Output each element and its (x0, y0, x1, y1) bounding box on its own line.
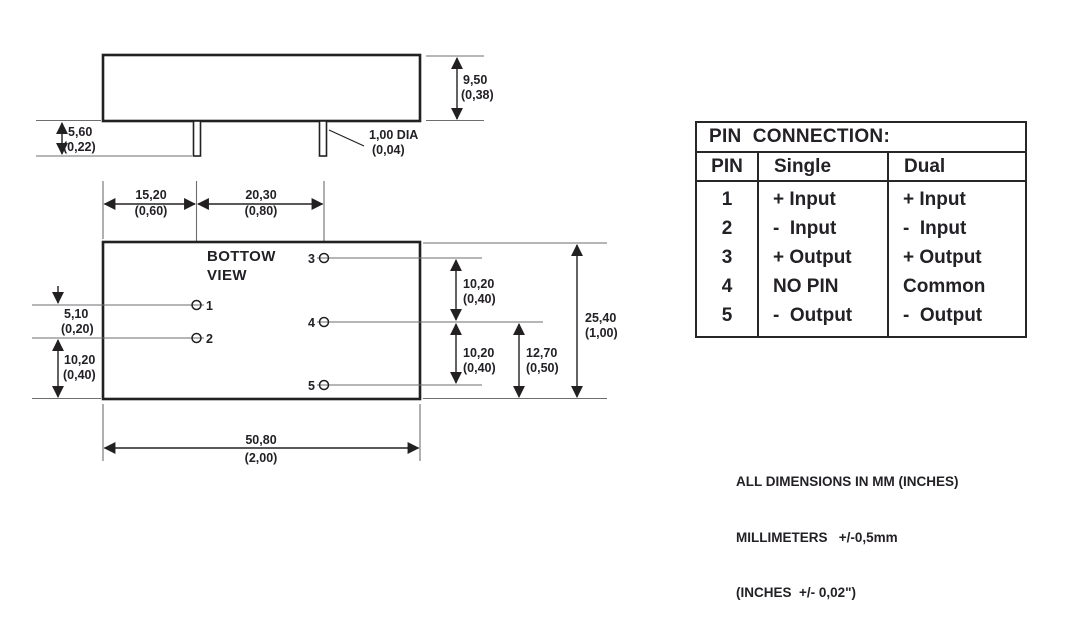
pin-number-cell: 1 (721, 189, 733, 211)
pin-table-header-dual: Dual (904, 155, 946, 177)
pin-number-cell: 5 (721, 304, 733, 326)
dim-col1-to-col2-in: (0,80) (244, 204, 278, 218)
pin5-label: 5 (308, 379, 315, 393)
dim-edge-to-col1 (105, 188, 196, 218)
pin-table-header-row (697, 153, 1025, 182)
note-line-3: (INCHES +/- 0,02") (736, 585, 857, 600)
dim-pin3-to-pin4-mm: 10,20 (463, 277, 495, 291)
bottom-view (32, 181, 618, 465)
single-function-cell: - Output (773, 304, 853, 326)
single-function-cell: + Input (773, 189, 836, 211)
dim-body-height-in: (0,38) (461, 88, 494, 102)
note-line-1: ALL DIMENSIONS IN MM (INCHES) (736, 474, 959, 489)
dim-pin3-to-pin4-in: (0,40) (463, 292, 496, 306)
dim-pin-length (36, 121, 192, 157)
bottom-view-title-line2: VIEW (207, 267, 247, 284)
pin2-label: 2 (206, 332, 213, 346)
dim-body-height-mm: 9,50 (463, 73, 488, 87)
dim-pin2-to-edge (58, 340, 96, 397)
dim-pin4-to-pin5-mm: 10,20 (463, 346, 495, 360)
pin-number-cell: 2 (721, 218, 733, 240)
dim-edge-to-col1-mm: 15,20 (135, 188, 167, 202)
single-function-cell: + Output (773, 246, 852, 268)
dim-pin4-to-pin5-in: (0,40) (463, 361, 496, 375)
dim-edge-to-col1-in: (0,60) (134, 204, 168, 218)
dim-pin-diameter (329, 128, 418, 157)
dim-body-depth (577, 245, 618, 397)
dual-function-cell: + Output (903, 246, 982, 268)
side-view (36, 55, 494, 157)
bottom-view-title-line1: BOTTOW (207, 248, 276, 265)
pin-table-column-pin (697, 182, 759, 336)
side-view-body-outline (103, 55, 420, 121)
dim-pin2-to-edge-mm: 10,20 (64, 353, 96, 367)
dim-pin2-to-edge-in: (0,40) (63, 368, 96, 382)
pin-table-body (697, 182, 1025, 336)
dim-pin4-to-edge (519, 324, 559, 397)
dim-body-depth-mm: 25,40 (585, 311, 617, 325)
pin3-label: 3 (308, 252, 315, 266)
dim-pin1-to-pin2-mm: 5,10 (64, 307, 89, 321)
pin-number-cell: 3 (721, 246, 733, 268)
note-line-2: MILLIMETERS +/-0,5mm (736, 529, 898, 545)
pin-connection-table (695, 121, 1027, 338)
dual-function-cell: - Input (903, 218, 967, 240)
dim-body-length-in: (2,00) (244, 451, 278, 465)
pin-number-cell: 4 (721, 275, 733, 297)
dim-pin4-to-edge-mm: 12,70 (526, 346, 558, 360)
pin1-label: 1 (206, 299, 213, 313)
dual-function-cell: Common (903, 275, 986, 297)
dim-pin1-to-pin2 (58, 286, 94, 336)
pin-table-column-single (759, 182, 889, 336)
dim-pin-diameter-mm: 1,00 DIA (369, 128, 419, 142)
pin4-label: 4 (308, 316, 315, 330)
leader-line (329, 130, 364, 146)
dim-pin4-to-pin5 (456, 324, 496, 383)
dim-pin-length-mm: 5,60 (68, 125, 93, 139)
dim-pin-length-in: (0,22) (63, 140, 96, 154)
bottom-view-body-outline (103, 242, 420, 399)
dual-function-cell: + Input (903, 189, 966, 211)
dim-pin4-to-edge-in: (0,50) (526, 361, 559, 375)
dual-function-cell: - Output (903, 304, 983, 326)
pin-table-title: PIN CONNECTION: (697, 123, 1025, 153)
tolerance-notes (736, 436, 959, 640)
dim-pin-diameter-in: (0,04) (372, 143, 405, 157)
dim-col1-to-col2-mm: 20,30 (245, 188, 277, 202)
dim-body-height (426, 56, 494, 121)
single-function-cell: - Input (773, 218, 837, 240)
dim-body-length-mm: 50,80 (245, 433, 277, 447)
pin-table-header-single: Single (759, 153, 889, 180)
dim-body-length (103, 404, 420, 465)
single-function-cell: NO PIN (773, 275, 839, 297)
pin-table-header-pin: PIN (697, 153, 759, 180)
dim-body-depth-in: (1,00) (585, 326, 618, 340)
pin-table-column-dual (889, 182, 1025, 336)
side-view-left-pin (194, 121, 201, 156)
side-view-right-pin (320, 121, 327, 156)
dim-pin3-to-pin4 (456, 260, 496, 320)
dim-pin1-to-pin2-in: (0,20) (61, 322, 94, 336)
dim-col1-to-col2 (198, 188, 323, 218)
